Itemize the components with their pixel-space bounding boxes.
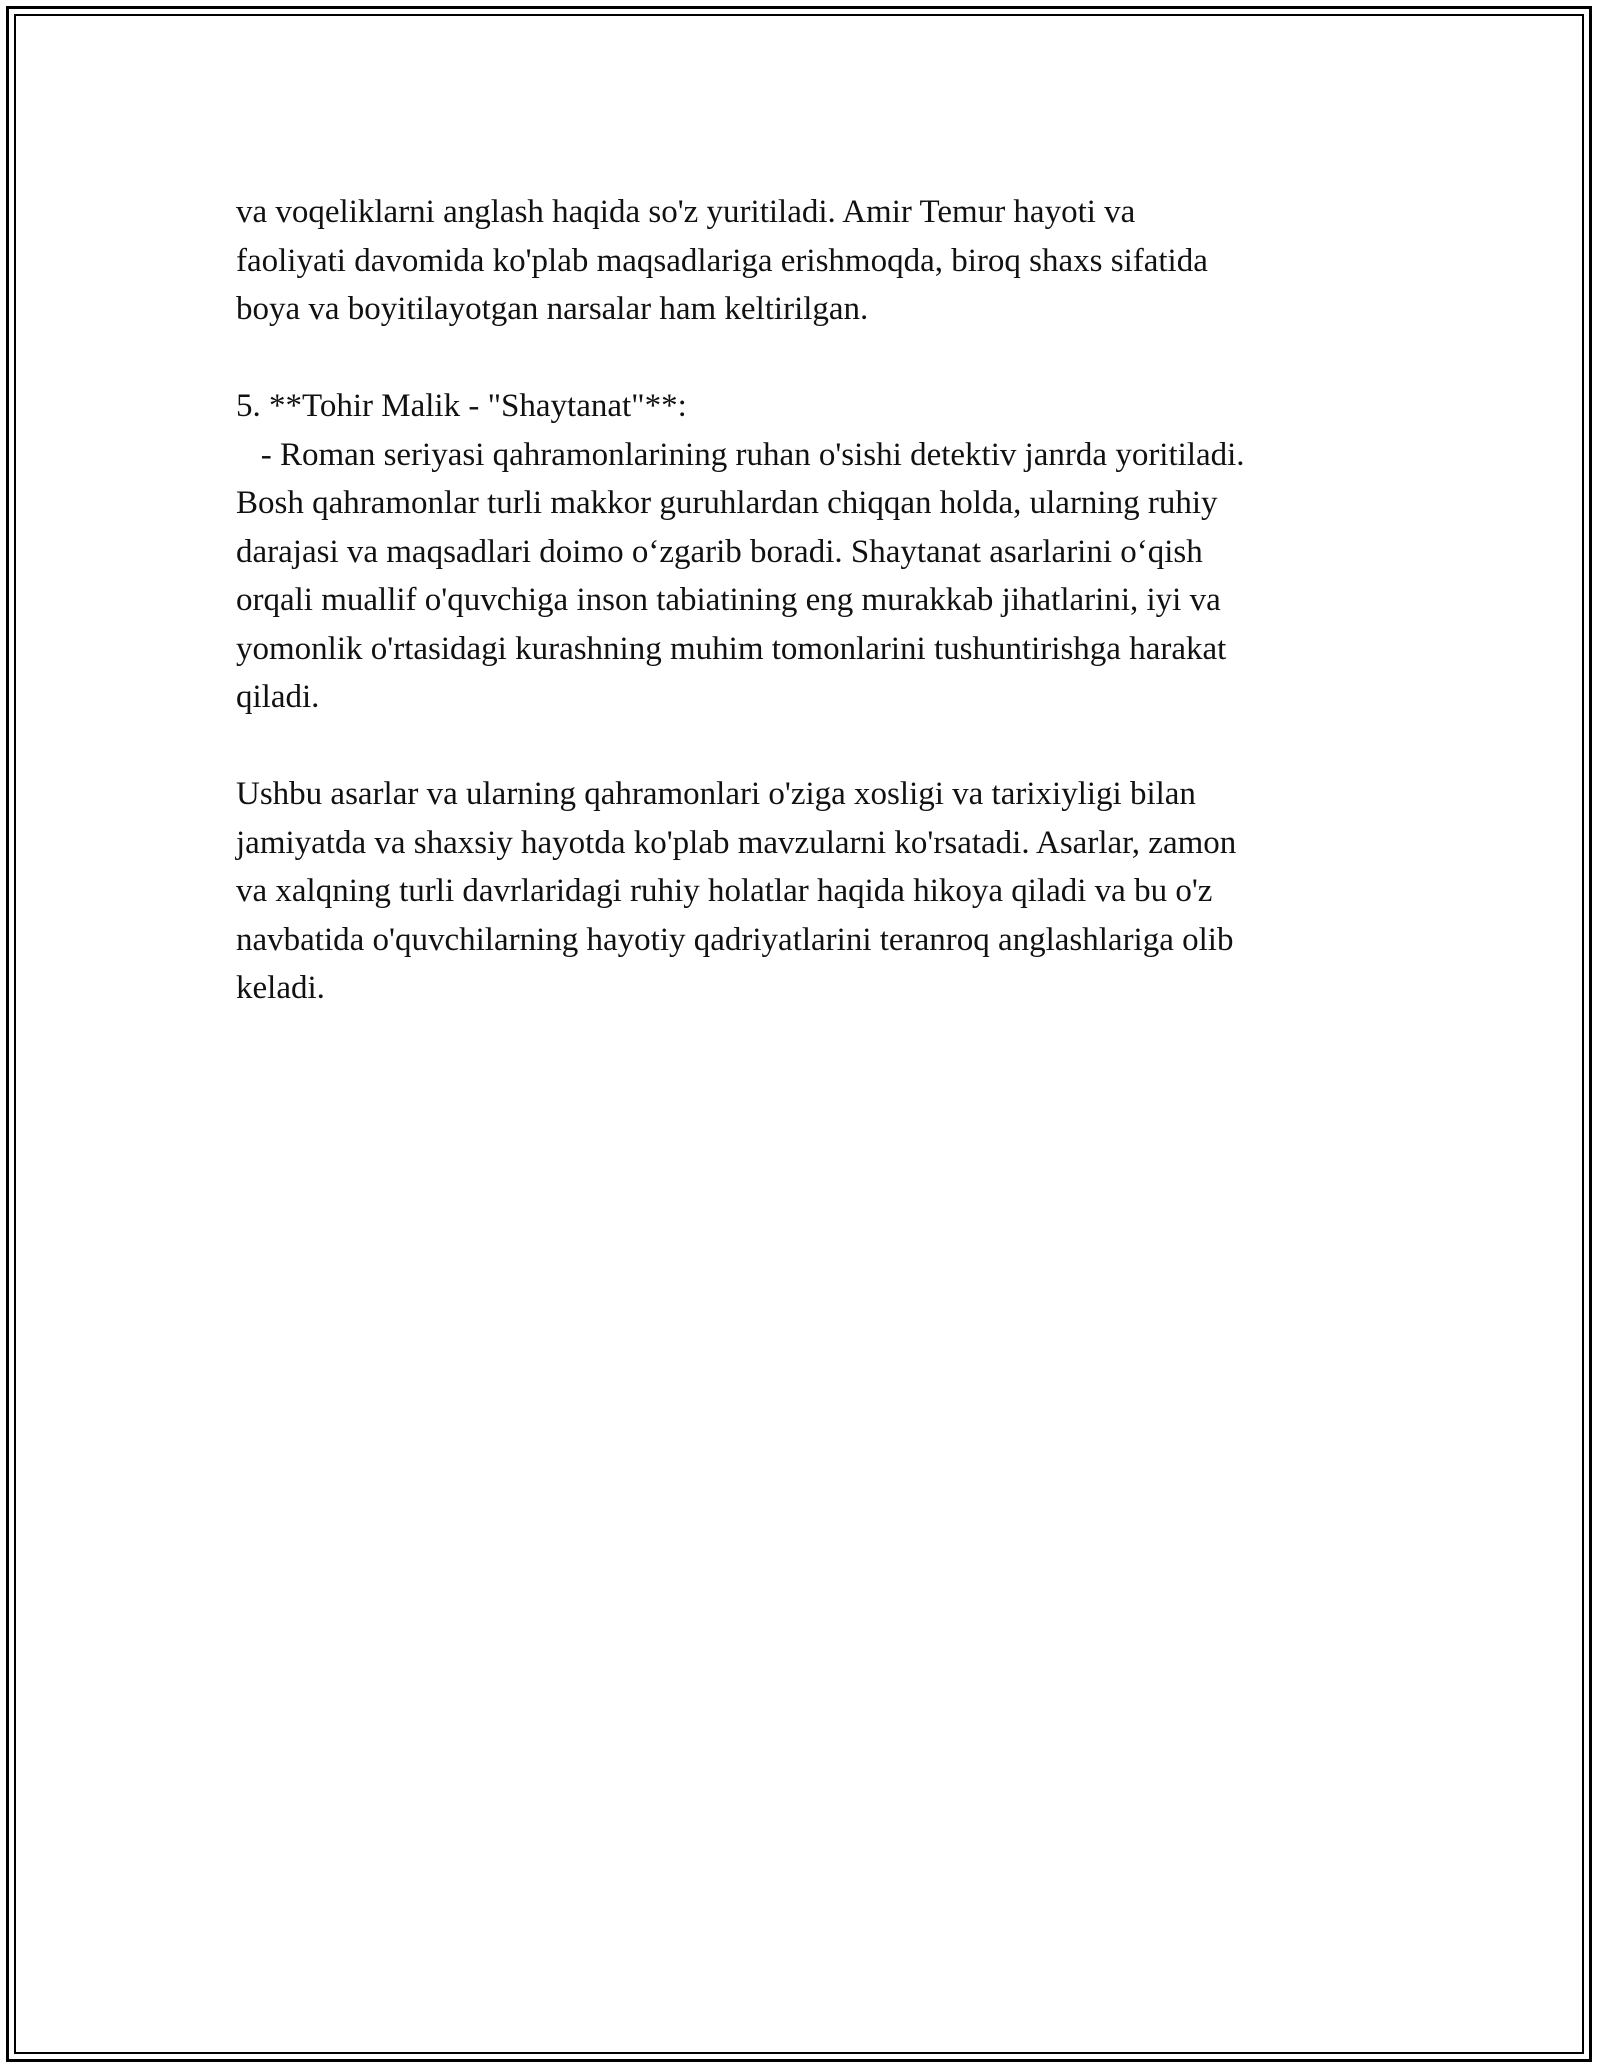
text-line: - Roman seriyasi qahramonlarining ruhan o'sishi detektiv janrda yoritiladi. [236,436,1245,473]
text-line: jamiyatda va shaxsiy hayotda ko'plab mavzularni ko'rsatadi. Asarlar, zamon [236,824,1237,861]
text-line: yomonlik o'rtasidagi kurashning muhim tomonlarini tushuntirishga harakat [236,630,1227,667]
text-line: darajasi va maqsadlari doimo o‘zgarib boradi. Shaytanat asarlarini o‘qish [236,533,1203,570]
text-line: Bosh qahramonlar turli makkor guruhlardan chiqqan holda, ularning ruhiy [236,485,1218,521]
document-body [236,188,1376,1013]
text-line: orqali muallif o'quvchiga inson tabiatining eng murakkab jihatlarini, iyi va [236,582,1221,618]
text-line: faoliyati davomida ko'plab maqsadlariga erishmoqda, biroq shaxs sifatida [236,242,1208,279]
list-item-heading: 5. **Tohir Malik - "Shaytanat"**: [236,388,687,424]
paragraph-amir-temur-continuation [236,188,1376,334]
paragraph-conclusion [236,770,1376,1013]
text-line: va xalqning turli davrlaridagi ruhiy holatlar haqida hikoya qiladi va bu o'z [236,873,1213,909]
paragraph-shaytanat [236,382,1376,722]
text-line: Ushbu asarlar va ularning qahramonlari o'ziga xosligi va tarixiyligi bilan [236,776,1196,812]
text-line: keladi. [236,970,325,1006]
text-line: va voqeliklarni anglash haqida so'z yuritiladi. Amir Temur hayoti va [236,194,1136,230]
text-line: boya va boyitilayotgan narsalar ham keltirilgan. [236,291,869,327]
paragraph-spacer [236,722,1376,771]
text-line: qiladi. [236,679,320,715]
text-line: navbatida o'quvchilarning hayotiy qadriyatlarini teranroq anglashlariga olib [236,921,1234,958]
paragraph-spacer [236,334,1376,383]
